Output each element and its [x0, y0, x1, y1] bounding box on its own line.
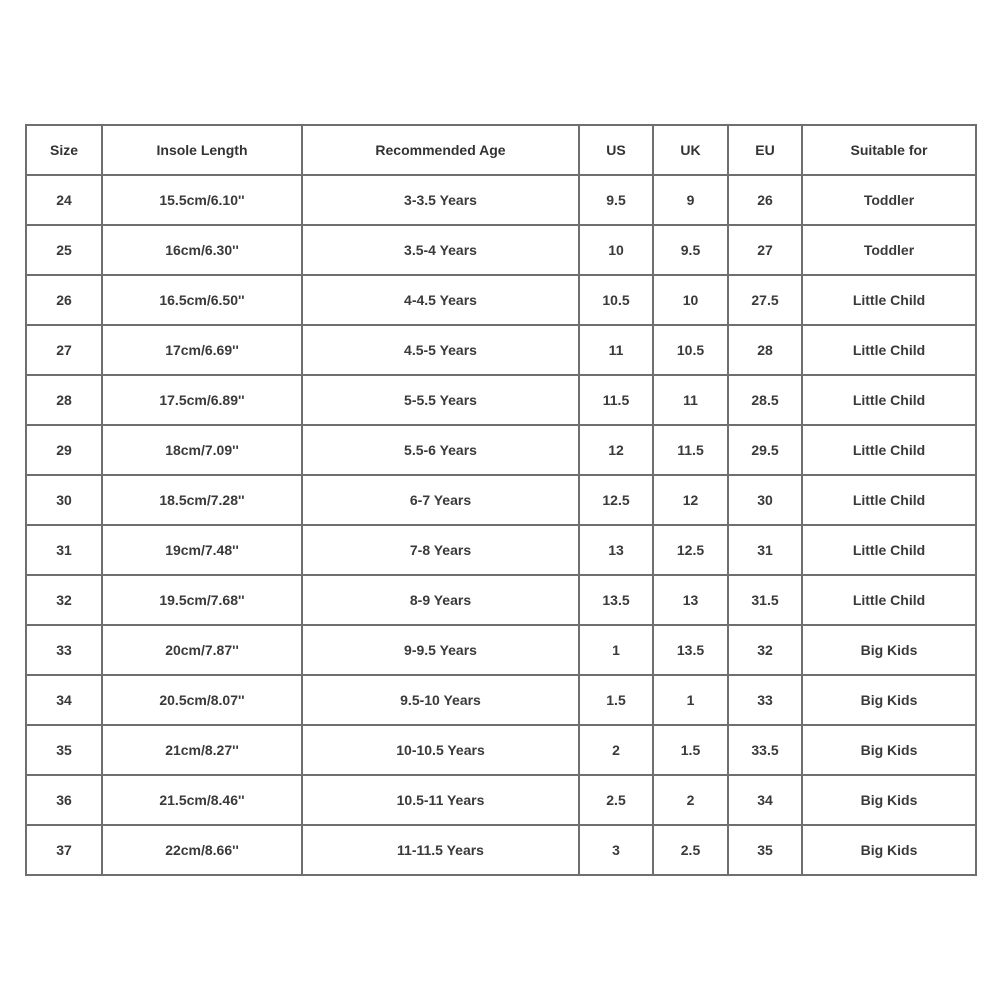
cell-eu: 32 — [728, 625, 802, 675]
cell-size: 30 — [26, 475, 102, 525]
cell-size: 35 — [26, 725, 102, 775]
header-suitable-for: Suitable for — [802, 125, 976, 175]
cell-us: 10.5 — [579, 275, 653, 325]
cell-us: 2.5 — [579, 775, 653, 825]
cell-uk: 9 — [653, 175, 728, 225]
cell-uk: 2 — [653, 775, 728, 825]
cell-us: 3 — [579, 825, 653, 875]
cell-us: 11.5 — [579, 375, 653, 425]
cell-recommended-age: 3-3.5 Years — [302, 175, 579, 225]
cell-eu: 27.5 — [728, 275, 802, 325]
table-row — [26, 225, 976, 275]
table-row — [26, 725, 976, 775]
table-row — [26, 775, 976, 825]
cell-insole-length: 21cm/8.27'' — [102, 725, 302, 775]
header-uk: UK — [653, 125, 728, 175]
cell-uk: 1.5 — [653, 725, 728, 775]
cell-size: 24 — [26, 175, 102, 225]
cell-recommended-age: 3.5-4 Years — [302, 225, 579, 275]
cell-insole-length: 17cm/6.69'' — [102, 325, 302, 375]
cell-insole-length: 16cm/6.30'' — [102, 225, 302, 275]
cell-suitable-for: Big Kids — [802, 675, 976, 725]
cell-suitable-for: Little Child — [802, 575, 976, 625]
cell-size: 29 — [26, 425, 102, 475]
cell-eu: 30 — [728, 475, 802, 525]
table-body — [26, 175, 976, 875]
cell-insole-length: 19.5cm/7.68'' — [102, 575, 302, 625]
cell-recommended-age: 6-7 Years — [302, 475, 579, 525]
cell-insole-length: 15.5cm/6.10'' — [102, 175, 302, 225]
cell-recommended-age: 11-11.5 Years — [302, 825, 579, 875]
cell-recommended-age: 10.5-11 Years — [302, 775, 579, 825]
cell-suitable-for: Little Child — [802, 275, 976, 325]
cell-eu: 27 — [728, 225, 802, 275]
cell-insole-length: 22cm/8.66'' — [102, 825, 302, 875]
header-recommended-age: Recommended Age — [302, 125, 579, 175]
table-row — [26, 175, 976, 225]
size-chart-table — [25, 124, 977, 876]
cell-uk: 11 — [653, 375, 728, 425]
cell-insole-length: 21.5cm/8.46'' — [102, 775, 302, 825]
cell-recommended-age: 4.5-5 Years — [302, 325, 579, 375]
cell-eu: 28 — [728, 325, 802, 375]
cell-us: 2 — [579, 725, 653, 775]
cell-size: 32 — [26, 575, 102, 625]
cell-insole-length: 20.5cm/8.07'' — [102, 675, 302, 725]
cell-uk: 12 — [653, 475, 728, 525]
table-row — [26, 425, 976, 475]
cell-uk: 10 — [653, 275, 728, 325]
cell-us: 13 — [579, 525, 653, 575]
cell-suitable-for: Little Child — [802, 425, 976, 475]
header-insole-length: Insole Length — [102, 125, 302, 175]
cell-eu: 31.5 — [728, 575, 802, 625]
cell-eu: 33 — [728, 675, 802, 725]
cell-eu: 33.5 — [728, 725, 802, 775]
cell-suitable-for: Little Child — [802, 525, 976, 575]
cell-eu: 29.5 — [728, 425, 802, 475]
cell-size: 26 — [26, 275, 102, 325]
cell-uk: 12.5 — [653, 525, 728, 575]
cell-suitable-for: Big Kids — [802, 825, 976, 875]
cell-insole-length: 20cm/7.87'' — [102, 625, 302, 675]
cell-eu: 26 — [728, 175, 802, 225]
header-us: US — [579, 125, 653, 175]
cell-suitable-for: Big Kids — [802, 775, 976, 825]
header-eu: EU — [728, 125, 802, 175]
cell-insole-length: 19cm/7.48'' — [102, 525, 302, 575]
cell-eu: 34 — [728, 775, 802, 825]
table-row — [26, 525, 976, 575]
table-row — [26, 375, 976, 425]
cell-recommended-age: 9.5-10 Years — [302, 675, 579, 725]
cell-size: 36 — [26, 775, 102, 825]
cell-us: 1.5 — [579, 675, 653, 725]
cell-suitable-for: Big Kids — [802, 725, 976, 775]
cell-us: 12.5 — [579, 475, 653, 525]
cell-uk: 10.5 — [653, 325, 728, 375]
cell-size: 27 — [26, 325, 102, 375]
table-row — [26, 625, 976, 675]
cell-size: 31 — [26, 525, 102, 575]
header-size: Size — [26, 125, 102, 175]
cell-uk: 13 — [653, 575, 728, 625]
cell-insole-length: 18.5cm/7.28'' — [102, 475, 302, 525]
cell-suitable-for: Little Child — [802, 375, 976, 425]
cell-insole-length: 16.5cm/6.50'' — [102, 275, 302, 325]
cell-recommended-age: 10-10.5 Years — [302, 725, 579, 775]
cell-recommended-age: 5-5.5 Years — [302, 375, 579, 425]
cell-suitable-for: Toddler — [802, 175, 976, 225]
cell-insole-length: 17.5cm/6.89'' — [102, 375, 302, 425]
cell-size: 37 — [26, 825, 102, 875]
cell-size: 28 — [26, 375, 102, 425]
cell-uk: 1 — [653, 675, 728, 725]
table-row — [26, 575, 976, 625]
cell-uk: 9.5 — [653, 225, 728, 275]
table-row — [26, 475, 976, 525]
cell-insole-length: 18cm/7.09'' — [102, 425, 302, 475]
cell-us: 9.5 — [579, 175, 653, 225]
cell-size: 33 — [26, 625, 102, 675]
table-row — [26, 675, 976, 725]
cell-eu: 35 — [728, 825, 802, 875]
cell-size: 25 — [26, 225, 102, 275]
cell-size: 34 — [26, 675, 102, 725]
cell-us: 10 — [579, 225, 653, 275]
cell-uk: 2.5 — [653, 825, 728, 875]
table-row — [26, 825, 976, 875]
cell-suitable-for: Big Kids — [802, 625, 976, 675]
cell-recommended-age: 5.5-6 Years — [302, 425, 579, 475]
cell-eu: 31 — [728, 525, 802, 575]
table-row — [26, 325, 976, 375]
cell-suitable-for: Little Child — [802, 325, 976, 375]
cell-recommended-age: 4-4.5 Years — [302, 275, 579, 325]
cell-recommended-age: 9-9.5 Years — [302, 625, 579, 675]
cell-us: 12 — [579, 425, 653, 475]
cell-us: 11 — [579, 325, 653, 375]
cell-suitable-for: Little Child — [802, 475, 976, 525]
cell-recommended-age: 7-8 Years — [302, 525, 579, 575]
cell-uk: 11.5 — [653, 425, 728, 475]
cell-uk: 13.5 — [653, 625, 728, 675]
header-row — [26, 125, 976, 175]
cell-suitable-for: Toddler — [802, 225, 976, 275]
table-row — [26, 275, 976, 325]
cell-recommended-age: 8-9 Years — [302, 575, 579, 625]
cell-us: 13.5 — [579, 575, 653, 625]
cell-eu: 28.5 — [728, 375, 802, 425]
cell-us: 1 — [579, 625, 653, 675]
